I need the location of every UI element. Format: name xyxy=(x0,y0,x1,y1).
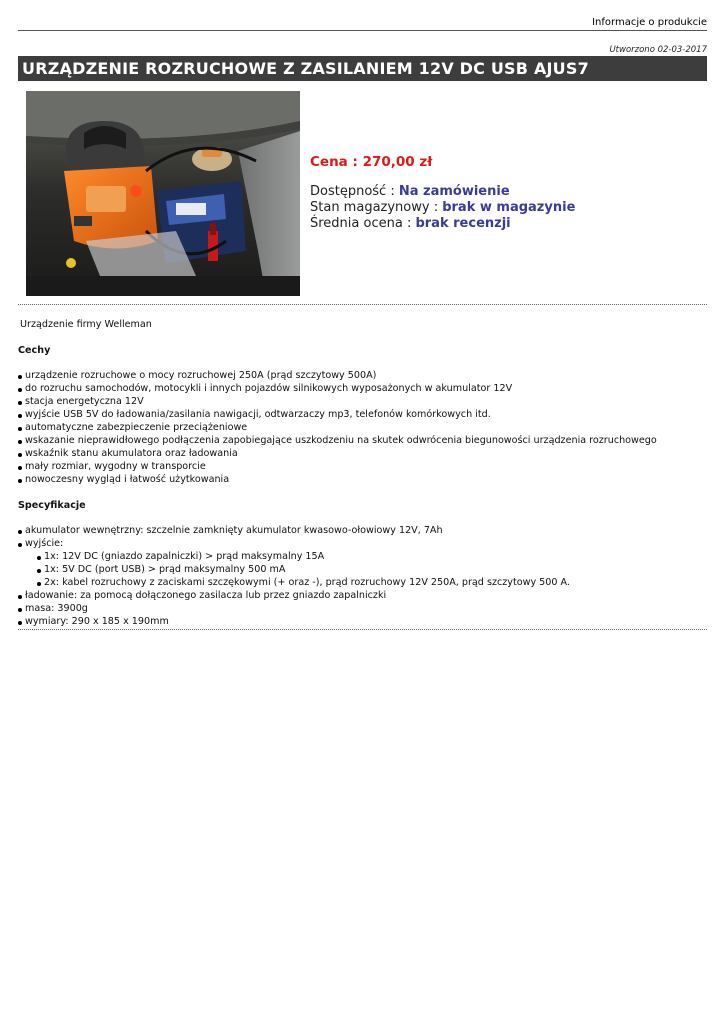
header-divider xyxy=(18,30,707,31)
list-item: wymiary: 290 x 185 x 190mm xyxy=(18,615,707,628)
list-item xyxy=(18,537,707,589)
created-date: Utworzono 02-03-2017 xyxy=(609,45,707,55)
product-title: URZĄDZENIE ROZRUCHOWE Z ZASILANIEM 12V DC USB AJUS7 xyxy=(22,59,589,78)
rating-row xyxy=(310,216,575,232)
outputs-label: wyjście: xyxy=(25,538,64,549)
list-item: wskazanie nieprawidłowego podłączenia zapobiegające uszkodzeniu na skutek odwrócenia biegunowości urządzenia rozruchowego xyxy=(18,434,707,447)
specs-list xyxy=(18,524,707,628)
list-item: nowoczesny wygląd i łatwość użytkowania xyxy=(18,473,707,486)
product-image xyxy=(26,91,300,296)
availability-row xyxy=(310,184,575,200)
divider-top xyxy=(18,304,707,305)
product-description xyxy=(18,318,707,628)
product-info xyxy=(310,154,575,232)
availability-value: Na zamówienie xyxy=(398,184,510,199)
list-item: akumulator wewnętrzny: szczelnie zamknięty akumulator kwasowo-ołowiowy 12V, 7Ah xyxy=(18,524,707,537)
stock-row xyxy=(310,200,575,216)
title-bar xyxy=(18,56,707,81)
stock-value: brak w magazynie xyxy=(442,200,576,215)
outputs-list xyxy=(25,550,707,589)
features-list xyxy=(18,369,707,486)
list-item: automatyczne zabezpieczenie przeciążeniowe xyxy=(18,421,707,434)
features-title: Cechy xyxy=(18,345,51,356)
list-item: mały rozmiar, wygodny w transporcie xyxy=(18,460,707,473)
header-label: Informacje o produkcie xyxy=(592,17,707,28)
list-item: wskaźnik stanu akumulatora oraz ładowania xyxy=(18,447,707,460)
list-item: 1x: 5V DC (port USB) > prąd maksymalny 500 mA xyxy=(25,563,707,576)
list-item: 1x: 12V DC (gniazdo zapalniczki) > prąd maksymalny 15A xyxy=(25,550,707,563)
rating-value: brak recenzji xyxy=(415,216,511,231)
stock-label: Stan magazynowy : xyxy=(310,200,443,215)
availability-label: Dostępność : xyxy=(310,184,399,199)
rating-label: Średnia ocena : xyxy=(310,216,416,231)
list-item: do rozruchu samochodów, motocykli i innych pojazdów silnikowych wyposażonych w akumulator 12V xyxy=(18,382,707,395)
divider-bottom xyxy=(18,629,707,630)
description-intro: Urządzenie firmy Welleman xyxy=(20,319,152,330)
product-price: Cena : 270,00 zł xyxy=(310,154,433,170)
list-item: urządzenie rozruchowe o mocy rozruchowej 250A (prąd szczytowy 500A) xyxy=(18,369,707,382)
list-item: masa: 3900g xyxy=(18,602,707,615)
list-item: ładowanie: za pomocą dołączonego zasilacza lub przez gniazdo zapalniczki xyxy=(18,589,707,602)
specs-title: Specyfikacje xyxy=(18,500,86,511)
list-item: wyjście USB 5V do ładowania/zasilania nawigacji, odtwarzaczy mp3, telefonów komórkowych itd. xyxy=(18,408,707,421)
list-item: 2x: kabel rozruchowy z zaciskami szczękowymi (+ oraz -), prąd rozruchowy 12V 250A, prąd szczytowy 500 A. xyxy=(25,576,707,589)
list-item: stacja energetyczna 12V xyxy=(18,395,707,408)
